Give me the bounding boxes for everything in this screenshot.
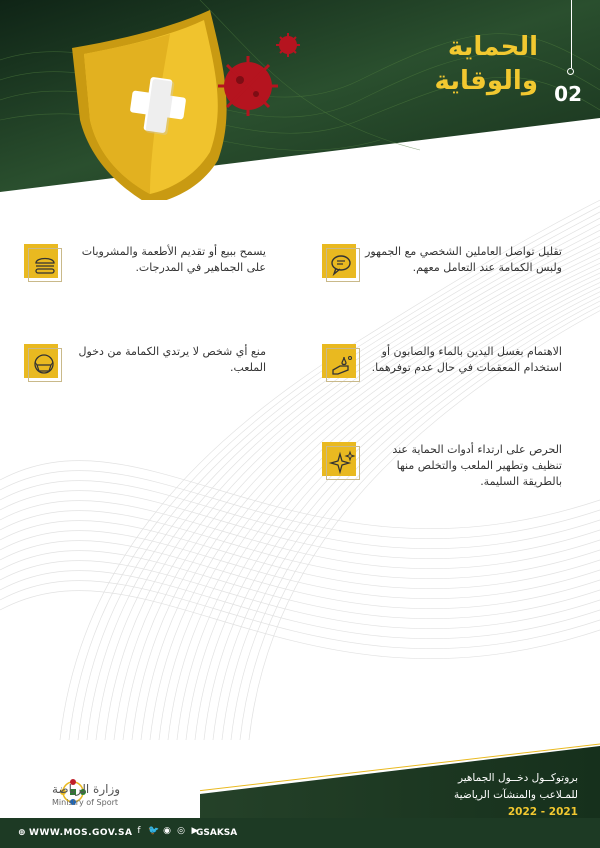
protocol-line2: للمـلاعب والمنشآت الرياضية [454, 789, 578, 801]
item-text: الاهتمام بغسل اليدين بالماء والصابون أو استخدام المعقمات في حال عدم توفرهما. [371, 345, 562, 374]
list-item [322, 344, 572, 382]
list-item [24, 244, 276, 282]
section-number: 02 [554, 82, 582, 106]
protocol-title [454, 770, 578, 821]
section-title-line2: والوقاية [434, 66, 538, 96]
virus-icon [218, 56, 278, 116]
globe-icon: ⊕ [18, 828, 27, 838]
item-text: الحرص على ارتداء أدوات الحماية عند تنظيف وتطهير الملعب والتخلص منها بالطريقة السليمة. [392, 443, 562, 488]
item-text: منع أي شخص لا يرتدي الكمامة من دخول الملعب. [78, 345, 266, 374]
social-icons [134, 826, 200, 836]
hand-wash-icon [322, 344, 360, 382]
burger-icon [24, 244, 62, 282]
list-item [322, 244, 572, 282]
list-item [24, 344, 276, 382]
protocol-line1: بروتوكــول دخــول الجماهير [457, 772, 578, 784]
number-dot [567, 68, 574, 75]
protocol-years: 2022 - 2021 [507, 806, 578, 818]
section-title [378, 30, 538, 98]
list-item [322, 442, 572, 490]
header-banner [0, 0, 600, 200]
section-title-line1: الحماية [447, 32, 538, 62]
website-text: WWW.MOS.GOV.SA [29, 828, 133, 838]
logo-arabic: وزارة الرياضة [52, 782, 121, 796]
item-text: تقليل تواصل العاملين الشخصي مع الجمهور ولبس الكمامة عند التعامل معهم. [365, 245, 562, 274]
twitter-icon[interactable]: 🐦 [148, 826, 160, 836]
facebook-icon[interactable]: f [137, 826, 141, 836]
social-handle[interactable]: GSAKSA [196, 828, 238, 838]
logo-english: Ministry of Sport [52, 798, 119, 807]
snapchat-icon[interactable]: ◉ [163, 826, 171, 836]
instagram-icon[interactable]: ◎ [177, 826, 185, 836]
item-text: يسمح ببيع أو تقديم الأطعمة والمشروبات على الجماهير في المدرجات. [81, 245, 266, 274]
youtube-icon[interactable]: ▶ [191, 826, 199, 836]
number-line [571, 0, 572, 68]
masked-face-icon [24, 344, 62, 382]
website-link[interactable] [18, 828, 133, 838]
chat-bubble-icon [322, 244, 360, 282]
sparkle-clean-icon [322, 442, 360, 480]
